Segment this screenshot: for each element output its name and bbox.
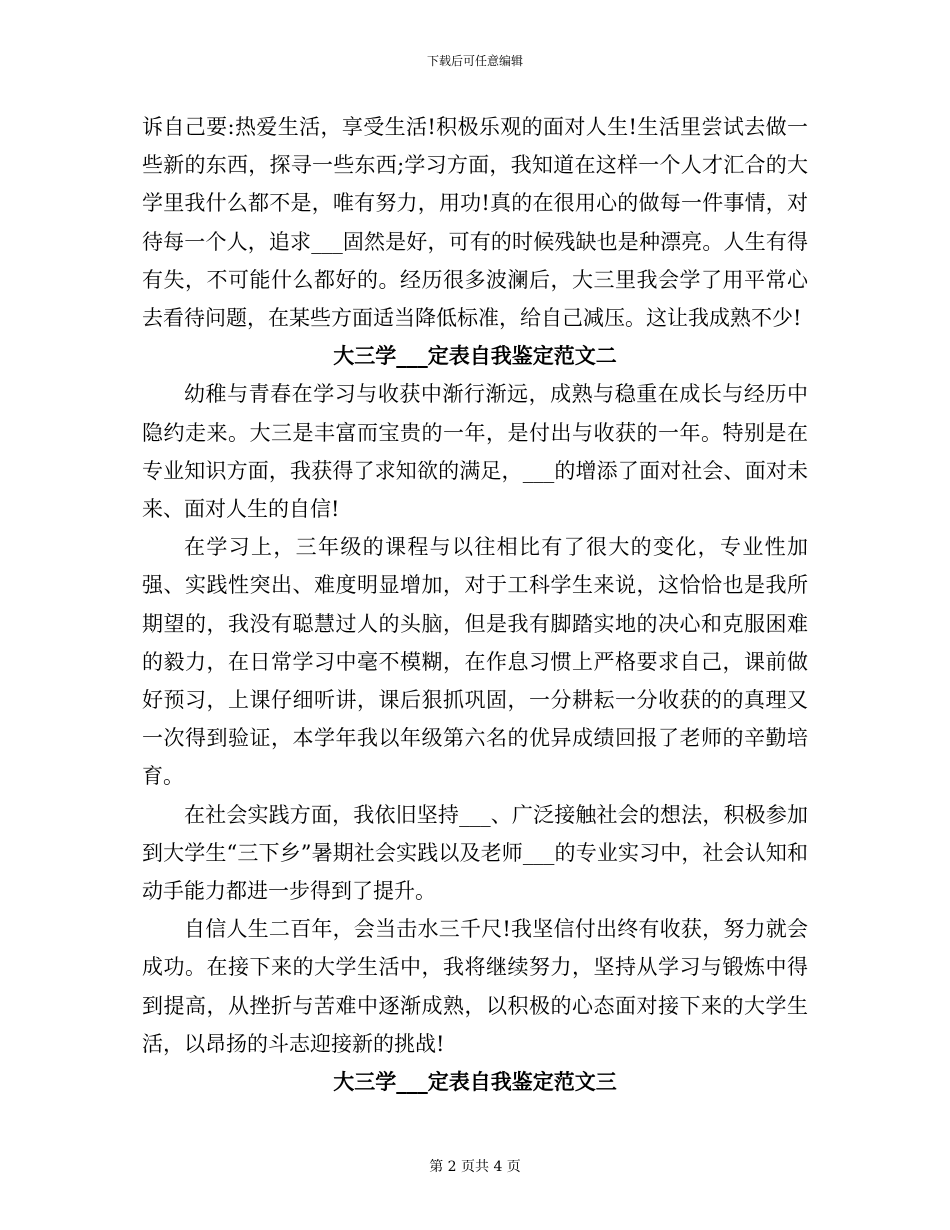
paragraph: 自信人生二百年，会当击水三千尺!我坚信付出终有收获，努力就会成功。在接下来的大学生活中，我将继续努力，坚持从学习与锻炼中得到提高，从挫折与苦难中逐渐成熟，以积极的心态面对接下来的大学生活，以昂扬的斗志迎接新的挑战! xyxy=(142,917,808,1056)
section-heading: 大三学___定表自我鉴定范文二 xyxy=(333,344,617,369)
document-body xyxy=(142,108,808,1101)
page-header: 下载后可任意编辑 xyxy=(426,54,523,68)
paragraph: 幼稚与青春在学习与收获中渐行渐远，成熟与稳重在成长与经历中隐约走来。大三是丰富而宝贵的一年，是付出与收获的一年。特别是在专业知识方面，我获得了求知欲的满足，___的增添了面对社会、面对未来、面对人生的自信! xyxy=(142,382,808,522)
paragraph: 诉自己要:热爱生活，享受生活!积极乐观的面对人生!生活里尝试去做一些新的东西，探寻一些东西;学习方面，我知道在这样一个人才汇合的大学里我什么都不是，唯有努力，用功!真的在很用心的做每一件事情，对待每一个人，追求___固然是好，可有的时候残缺也是种漂亮。人生有得有失，不可能什么都好的。经历很多波澜后，大三里我会学了用平常心去看待问题，在某些方面适当降低标准，给自己减压。这让我成熟不少! xyxy=(142,115,808,331)
section-heading: 大三学___定表自我鉴定范文三 xyxy=(333,1070,617,1095)
paragraph: 在学习上，三年级的课程与以往相比有了很大的变化，专业性加强、实践性突出、难度明显增加，对于工科学生来说，这恰恰也是我所期望的，我没有聪慧过人的头脑，但是我有脚踏实地的决心和克服困难的毅力，在日常学习中毫不模糊，在作息习惯上严格要求自己，课前做好预习，上课仔细听讲，课后狠抓巩固，一分耕耘一分收获的的真理又一次得到验证，本学年我以年级第六名的优异成绩回报了老师的辛勤培育。 xyxy=(142,535,808,789)
page-footer: 第 2 页共 4 页 xyxy=(429,1159,521,1175)
paragraph: 在社会实践方面，我依旧坚持___、广泛接触社会的想法，积极参加到大学生“三下乡”暑期社会实践以及老师___的专业实习中，社会认知和动手能力都进一步得到了提升。 xyxy=(142,802,808,904)
